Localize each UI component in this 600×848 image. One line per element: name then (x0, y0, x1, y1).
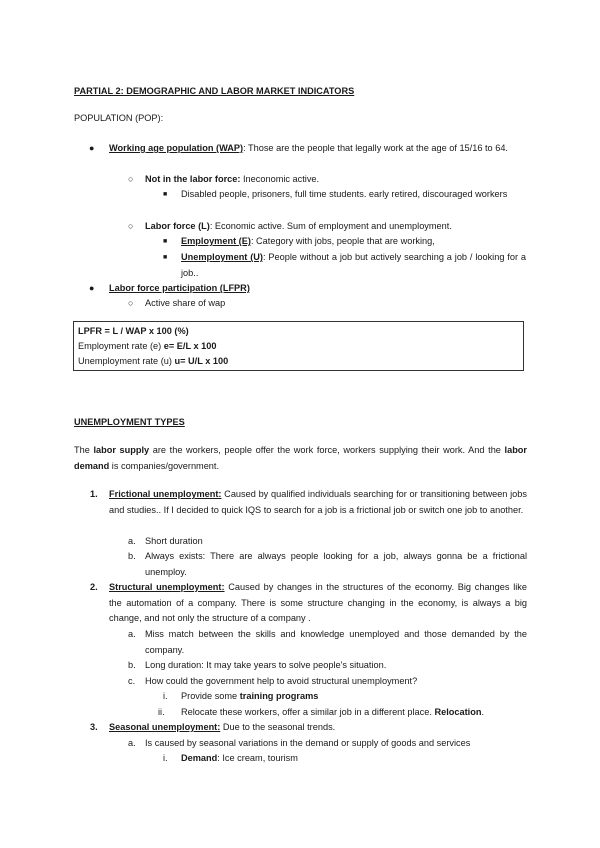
structural-c: How could the government help to avoid structural unemployment? (145, 676, 418, 686)
employment-item (181, 234, 435, 250)
intro-p1: The (74, 445, 94, 455)
list-letter: a. (128, 629, 136, 639)
unemployment-def: : People without a job but actively searching a job / looking for a job.. (181, 252, 526, 278)
structural-c-i (181, 689, 318, 705)
structural-a: Miss match between the skills and knowledge unemployed and those demanded by the company. (145, 629, 527, 655)
formula-employment-rate (78, 339, 216, 355)
bullet-disc-icon: ● (89, 283, 95, 293)
frictional-term: Frictional unemployment: (109, 489, 222, 499)
structural-def: Caused by changes in the structures of the economy. Big changes like the automation of a company. There is some structure changing in the economy, is always a big change, and not only the structure of a company . (109, 582, 527, 623)
lfpr-term: Labor force participation (LFPR) (109, 283, 250, 293)
list-roman: i. (163, 753, 168, 763)
formula-unemployment-rate (78, 354, 228, 370)
intro-paragraph (74, 443, 527, 474)
seasonal-a: Is caused by seasonal variations in the demand or supply of goods and services (145, 738, 471, 748)
labor-force-term: Labor force (L) (145, 221, 210, 231)
page-title: PARTIAL 2: DEMOGRAPHIC AND LABOR MARKET INDICATORS (74, 86, 355, 96)
structural-c-ii-end: . (481, 707, 484, 717)
structural-c-ii-bold: Relocation (434, 707, 482, 717)
list-letter: a. (128, 738, 136, 748)
intro-p2: are the workers, people offer the work force, workers supplying their work. And the (149, 445, 505, 455)
seasonal-a-i (181, 751, 298, 767)
structural-c-i-bold: training programs (239, 691, 319, 701)
not-labor-force-item (145, 172, 319, 188)
structural-c-ii-text: Relocate these workers, offer a similar job in a different place. (181, 707, 435, 717)
structural-term: Structural unemployment: (109, 582, 225, 592)
structural-c-i-text: Provide some (181, 691, 240, 701)
wap-item (109, 141, 527, 157)
intro-p3: is companies/government. (109, 460, 220, 471)
list-number: 1. (90, 489, 98, 499)
employment-term: Employment (E) (181, 236, 251, 246)
intro-labor-supply: labor supply (93, 445, 150, 455)
wap-term: Working age population (WAP) (109, 143, 244, 153)
labor-force-def: : Economic active. Sum of employment and unemployment. (209, 221, 452, 231)
frictional-def: Caused by qualified individuals searching for or transitioning between jobs and studies.. If I decided to quick IQS to search for a job is a frictional job or switch one job to another. (109, 489, 527, 515)
list-letter: b. (128, 660, 136, 670)
frictional-b: Always exists: There are always people looking for a job, always gonna be a frictional unemploy. (145, 551, 527, 577)
population-heading: POPULATION (POP): (74, 113, 164, 123)
lfpr-detail: Active share of wap (145, 298, 226, 308)
bullet-square-icon: ■ (163, 254, 168, 261)
list-number: 2. (90, 582, 98, 592)
list-letter: a. (128, 536, 136, 546)
labor-force-item (145, 219, 452, 235)
unemployment-item (181, 250, 526, 281)
not-labor-force-detail: Disabled people, prisoners, full time students. early retired, discouraged workers (181, 189, 508, 199)
formula-unemployment-expr: u= U/L x 100 (174, 356, 229, 366)
formula-employment-expr: e= E/L x 100 (163, 341, 217, 351)
unemployment-types-heading: UNEMPLOYMENT TYPES (74, 417, 185, 427)
frictional-a: Short duration (145, 536, 203, 546)
employment-def: : Category with jobs, people that are working, (250, 236, 435, 246)
intro-labor-demand: labor demand (74, 445, 527, 471)
not-labor-force-term: Not in the labor force: (145, 174, 241, 184)
bullet-square-icon: ■ (163, 238, 168, 245)
list-roman: ii. (158, 707, 165, 717)
list-letter: c. (128, 676, 136, 686)
structural-b: Long duration: It may take years to solve people's situation. (145, 660, 387, 670)
seasonal-demand-term: Demand (181, 753, 218, 763)
list-letter: b. (128, 551, 136, 561)
structural-c-ii (181, 705, 484, 721)
seasonal-def: Due to the seasonal trends. (220, 722, 336, 732)
bullet-disc-icon: ● (89, 143, 95, 153)
formula-box (73, 321, 524, 371)
bullet-square-icon: ■ (163, 191, 168, 198)
wap-def: : Those are the people that legally work at the age of 15/16 to 64. (243, 143, 508, 153)
seasonal-demand-def: : Ice cream, tourism (217, 753, 298, 763)
bullet-circle-icon: ○ (128, 298, 134, 308)
list-roman: i. (163, 691, 168, 701)
not-labor-force-def: Ineconomic active. (240, 174, 320, 184)
list-number: 3. (90, 722, 98, 732)
frictional-item (109, 487, 527, 518)
seasonal-term: Seasonal unemployment: (109, 722, 221, 732)
bullet-circle-icon: ○ (128, 221, 134, 231)
formula-unemployment-label: Unemployment rate (u) (78, 356, 175, 366)
structural-item (109, 580, 527, 627)
bullet-circle-icon: ○ (128, 174, 134, 184)
formula-employment-label: Employment rate (e) (78, 341, 164, 351)
formula-lpfr: LPFR = L / WAP x 100 (%) (78, 326, 189, 336)
unemployment-term: Unemployment (U) (181, 252, 263, 262)
seasonal-item (109, 720, 335, 736)
